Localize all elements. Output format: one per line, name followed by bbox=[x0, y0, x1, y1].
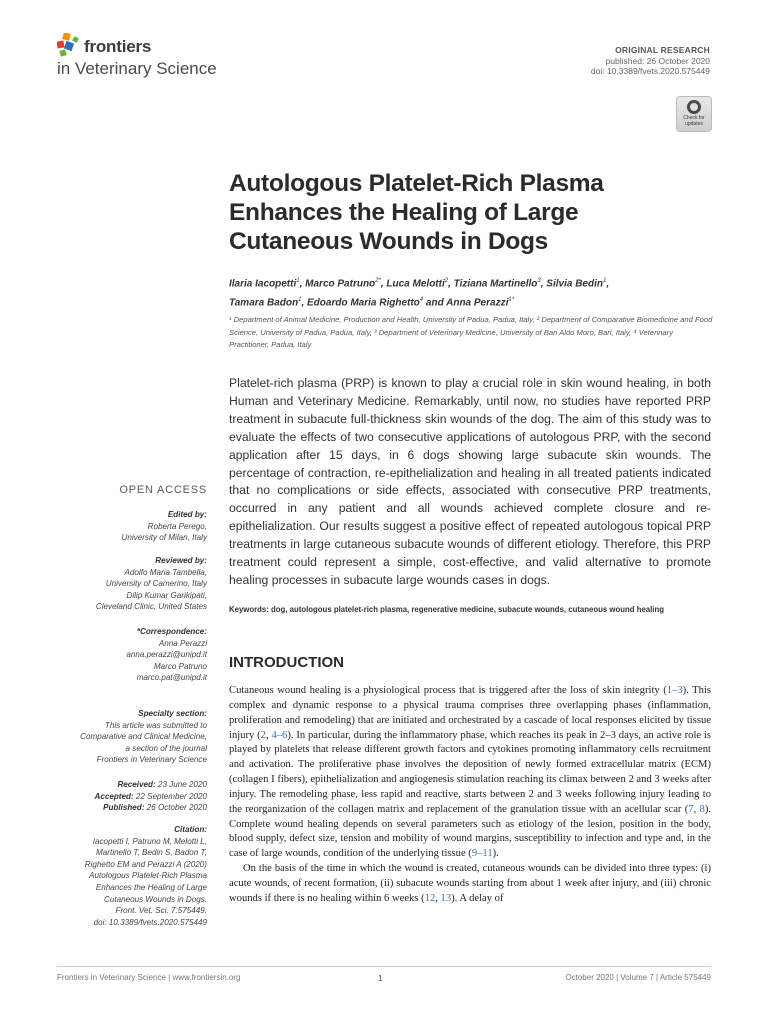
citation-line: Enhances the Healing of Large bbox=[95, 882, 207, 892]
affiliations: ¹ Department of Animal Medicine, Production and Health, University of Padua, Padua, Italy, ² Department of Comparative Biomedicine and Food Science, University of Padua, Padua, Italy, ³ Department of Veterinary Medicine, University of Bari Aldo Moro, Bari, Italy, ⁴ Veterinary Practitioner, Padua, Italy bbox=[229, 315, 713, 349]
published-date-side: 26 October 2020 bbox=[146, 803, 207, 813]
footer-divider bbox=[57, 966, 711, 967]
author-affiliation-mark: 1 bbox=[296, 278, 300, 284]
text-run: , bbox=[693, 803, 700, 815]
section-heading: INTRODUCTION bbox=[229, 654, 344, 671]
journal-logo bbox=[57, 33, 257, 81]
abstract: Platelet-rich plasma (PRP) is known to play a crucial role in skin wound healing, in both Human and Veterinary Medicine. Remarkably, until now, no studies have reported PRP treatment in subacute full-thickness skin wounds of the dog. The aim of this study was to evaluate the effects of two consecutive applications of autologous PRP, with the second application after 15 days, in 6 dogs showing large subacute skin wounds. The percentage of contraction, re-epithelialization and healing in all treated patients indicated that no complications or side effects, associated with consecutive PRP treatments, occurred in any patient and all wounds achieved complete closure and re-epithelialization. Our results suggest a positive effect of repeated autologous topical PRP treatments in large cutaneous subacute wounds of different etiology. Therefore, this PRP treatment could represent a simple, cost-effective, and valid alternative to promote healing processes in subacute large wounds cases in dogs. bbox=[229, 376, 711, 587]
author-affiliation-mark: 4 bbox=[419, 297, 424, 304]
citation-line: doi: 10.3389/fvets.2020.575449 bbox=[93, 917, 207, 927]
received-row bbox=[57, 779, 207, 791]
author-separator: and bbox=[423, 297, 447, 309]
paragraph bbox=[229, 862, 711, 907]
reference-link[interactable]: 9–11 bbox=[471, 848, 493, 860]
correspondent-name: Marco Patruno bbox=[153, 661, 207, 671]
citation-line: Righetto EM and Perazzi A (2020) bbox=[84, 859, 207, 869]
reference-link[interactable]: 2 bbox=[260, 729, 266, 741]
author-name[interactable]: Luca Melotti bbox=[386, 278, 445, 290]
received-date: 23 June 2020 bbox=[157, 780, 207, 789]
text-run: ). bbox=[492, 848, 499, 860]
reviewer-line: Dilip Kumar Garikipati, bbox=[126, 590, 207, 600]
reviewer-line: Cleveland Clinic, United States bbox=[95, 602, 207, 612]
reference-link[interactable]: 1–3 bbox=[666, 685, 683, 696]
published-label: Published: bbox=[103, 803, 145, 813]
citation-line: Cutaneous Wounds in Dogs. bbox=[103, 894, 207, 904]
author-name[interactable]: Edoardo Maria Righetto bbox=[307, 297, 420, 309]
dates bbox=[57, 779, 207, 814]
citation bbox=[57, 824, 207, 928]
open-access-label: OPEN ACCESS bbox=[119, 484, 207, 496]
brand-name: frontiers bbox=[84, 37, 152, 56]
editor-line: Roberta Perego, bbox=[147, 521, 207, 531]
reference-link[interactable]: 8 bbox=[699, 803, 705, 815]
reference-link[interactable]: 13 bbox=[440, 892, 452, 904]
author-affiliation-mark: 1 bbox=[298, 297, 302, 304]
frontiers-logo-icon bbox=[57, 33, 81, 59]
article-title bbox=[229, 169, 709, 256]
updates-icon bbox=[687, 100, 701, 114]
author-affiliation-mark: 2* bbox=[375, 278, 381, 284]
citation-line: Front. Vet. Sci. 7:575449. bbox=[115, 906, 207, 916]
reference-link[interactable]: 4–6 bbox=[271, 729, 288, 741]
footer-journal[interactable]: Frontiers in Veterinary Science | www.frontiersin.org bbox=[57, 973, 241, 982]
updates-label: Check for updates bbox=[683, 115, 705, 127]
specialty-line: a section of the journal bbox=[125, 743, 207, 753]
accepted-date: 22 September 2020 bbox=[135, 791, 207, 801]
correspondent-email[interactable]: marco.pat@unipd.it bbox=[136, 673, 207, 683]
reviewed-by bbox=[57, 555, 207, 613]
reviewer-line: University of Camerino, Italy bbox=[105, 579, 207, 589]
author-separator: , bbox=[380, 278, 387, 290]
author-affiliation-mark: 1* bbox=[508, 297, 515, 304]
citation-label: Citation: bbox=[174, 825, 207, 834]
accepted-label: Accepted: bbox=[94, 791, 134, 801]
doi[interactable]: doi: 10.3389/fvets.2020.575449 bbox=[590, 66, 710, 76]
article-meta bbox=[591, 45, 710, 77]
paragraph bbox=[229, 684, 711, 862]
specialty-line: This article was submitted to bbox=[104, 720, 207, 730]
specialty-section bbox=[57, 708, 207, 766]
citation-line: Autologous Platelet-Rich Plasma bbox=[89, 871, 207, 881]
body-text bbox=[229, 684, 711, 907]
reviewer-line: Adolfo Maria Tambella, bbox=[124, 567, 207, 577]
author-name[interactable]: Anna Perazzi bbox=[446, 297, 509, 309]
author-separator: , bbox=[540, 278, 547, 290]
text-run: , bbox=[435, 892, 441, 904]
author-separator: , bbox=[448, 278, 454, 290]
edited-by bbox=[57, 509, 207, 544]
author-name[interactable]: Marco Patruno bbox=[305, 278, 376, 290]
received-label: Received: bbox=[117, 780, 156, 789]
article-type: ORIGINAL RESEARCH bbox=[615, 45, 710, 55]
author-affiliation-mark: 3 bbox=[537, 278, 541, 284]
published-row bbox=[57, 802, 207, 814]
text-run: On the basis of the time in which the wound is created, cutaneous wounds can be divided into three types: (i) acute wounds, of recent formation, (ii) subacute wounds starting from about 1 week after injury, and (iii) chronic wounds if there is no healing within 6 weeks ( bbox=[229, 863, 711, 904]
citation-line: Martinello T, Bedin S, Badon T, bbox=[96, 848, 207, 858]
footer-issue: October 2020 | Volume 7 | Article 575449 bbox=[565, 973, 711, 982]
correspondent-name: Anna Perazzi bbox=[158, 638, 207, 648]
author-name[interactable]: Ilaria Iacopetti bbox=[229, 278, 297, 290]
text-run: ). In particular, during the inflammatory phase, which reaches its peak in 2–3 days, an active role is played by platelets that release different growth factors and cytokines promoting inflammatory cells recruitment and activation. The proliferative phase involves the deposition of newly formed extracellular matrix (ECM) (collagen I fibers), epithelialization and angiogenesis stimulation reaching its climax between 2 and 3 weeks after injury. The remodeling phase, less rapid and reactive, starts between 2 and 3 weeks following injury leading to the reorganization of the collagen matrix and replacement of the granulation tissue with an acellular scar ( bbox=[229, 729, 711, 815]
author-affiliation-mark: 2 bbox=[444, 278, 449, 284]
title-line: Autologous Platelet-Rich Plasma bbox=[229, 170, 604, 197]
reference-link[interactable]: 7 bbox=[688, 803, 694, 815]
author-separator: , bbox=[301, 297, 307, 309]
journal-name: in Veterinary Science bbox=[57, 59, 217, 78]
keywords: Keywords: dog, autologous platelet-rich plasma, regenerative medicine, subacute wounds, cutaneous wound healing bbox=[229, 605, 664, 614]
text-run: ). Complete wound healing depends on several parameters such as etiology of the lesion, position in the body, blood supply, defect size, tension and mobility of wound margins, susceptibility to infection and type and, in the case of large wounds, condition of the underlying tissue ( bbox=[229, 803, 712, 860]
title-line: Enhances the Healing of Large bbox=[229, 199, 579, 226]
page-number: 1 bbox=[378, 973, 383, 983]
check-for-updates-badge[interactable] bbox=[676, 96, 712, 132]
title-line: Cutaneous Wounds in Dogs bbox=[229, 228, 549, 255]
author-separator: , bbox=[299, 278, 306, 290]
accepted-row bbox=[57, 791, 207, 803]
author-name[interactable]: Tamara Badon bbox=[229, 297, 299, 309]
correspondence bbox=[57, 626, 207, 684]
text-run: , bbox=[265, 729, 272, 741]
specialty-label: Specialty section: bbox=[138, 709, 207, 718]
author-separator: , bbox=[606, 278, 610, 290]
author-affiliation-mark: 1 bbox=[602, 278, 607, 284]
specialty-line: Comparative and Clinical Medicine, bbox=[80, 732, 207, 742]
reviewed-by-label: Reviewed by: bbox=[155, 556, 207, 565]
citation-line: Iacopetti I, Patruno M, Melotti L, bbox=[92, 836, 207, 846]
author-list bbox=[229, 273, 709, 312]
text-run: Cutaneous wound healing is a physiological process that is triggered after the loss of skin integrity ( bbox=[229, 685, 667, 696]
reference-link[interactable]: 12 bbox=[424, 892, 436, 904]
edited-by-label: Edited by: bbox=[167, 510, 207, 519]
specialty-line: Frontiers in Veterinary Science bbox=[96, 755, 207, 765]
editor-line: University of Milan, Italy bbox=[121, 533, 207, 543]
author-name[interactable]: Tiziana Martinello bbox=[453, 278, 538, 290]
published-date: published: 26 October 2020 bbox=[605, 55, 710, 66]
text-run: ). A delay of bbox=[451, 892, 504, 904]
correspondence-label: *Correspondence: bbox=[136, 627, 207, 636]
text-run: ). This complex and dynamic response to a physical trauma comprises three overlapping phases (inflammation, proliferation and remodeling) that are initiated and orchestrated by a cascade of local responses elicited by tissue injury ( bbox=[229, 685, 712, 741]
correspondent-email[interactable]: anna.perazzi@unipd.it bbox=[126, 650, 207, 660]
author-name[interactable]: Silvia Bedin bbox=[546, 278, 603, 290]
